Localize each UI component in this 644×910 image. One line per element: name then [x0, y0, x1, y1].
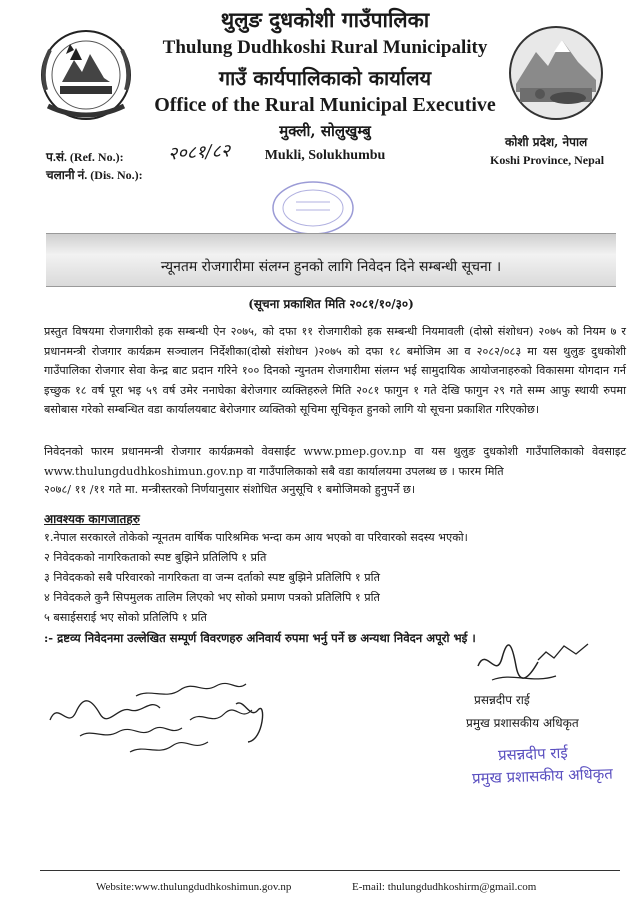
officer-stamp-title: प्रमुख प्रशासकीय अधिकृत [471, 764, 614, 788]
handwritten-signatures-left [40, 680, 270, 760]
document-item: १.नेपाल सरकारले तोकेको न्यूनतम वार्षिक पारिश्रमिक भन्दा कम आय भएको वा परिवारको सदस्य भएको। [44, 531, 468, 544]
document-item: ५ बसाईसराई भए सोको प्रतिलिपि १ प्रति [44, 611, 207, 624]
dispatch-number-label: चलानी नं. (Dis. No.): [46, 168, 143, 182]
ref-number-label: प.सं. (Ref. No.): [46, 150, 124, 164]
required-documents-heading: आवश्यक कागजातहरु [44, 512, 140, 526]
officer-name: प्रसन्नदीप राई [474, 693, 530, 707]
officer-stamp-name: प्रसन्नदीप राई [497, 743, 569, 765]
document-item: २ निवेदकको नागरिकताको स्पष्ट बुझिने प्रतिलिपि १ प्रति [44, 551, 267, 564]
document-item: ४ निवेदकले कुनै सिपमुलक तालिम लिएको भए सोको प्रमाण पत्रको प्रतिलिपि १ प्रति [44, 591, 380, 604]
municipality-logo [506, 22, 606, 124]
footer-website: Website:www.thulungdudhkoshimun.gov.np [96, 881, 292, 893]
municipality-name-english: Thulung Dudhkoshi Rural Municipality [162, 37, 488, 58]
publication-date: (सूचना प्रकाशित मिति २०८१/१०/३०) [248, 297, 414, 311]
province-english: Koshi Province, Nepal [490, 153, 605, 167]
important-note: :- द्रष्टव्य निवेदनमा उल्लेखित सम्पूर्ण विवरणहरु अनिवार्य रुपमा भर्नु पर्ने छ अन्यथा निवेदन अपूरो भई । [44, 631, 476, 645]
document-item: ३ निवेदकको सबै परिवारको नागरिकता वा जन्म दर्ताको स्पष्ट बुझिने प्रतिलिपि १ प्रति [44, 571, 380, 584]
office-stamp-seal [268, 178, 358, 238]
footer-divider [40, 870, 620, 871]
place-english: Mukli, Solukhumbu [264, 148, 386, 163]
officer-title: प्रमुख प्रशासकीय अधिकृत [466, 716, 579, 730]
footer-email: E-mail: thulungdudhkoshirm@gmail.com [352, 881, 537, 893]
nepal-emblem-logo [26, 20, 146, 130]
place-nepali: मुक्ली, सोलुखुम्बु [279, 122, 371, 140]
notice-title: न्यूनतम रोजगारीमा संलग्न हुनको लागि निवेदन दिने सम्बन्धी सूचना । [160, 259, 502, 275]
province-nepali: कोशी प्रदेश, नेपाल [505, 135, 588, 149]
officer-signature [472, 636, 602, 692]
office-name-nepali: गाउँ कार्यपालिकाको कार्यालय [218, 66, 432, 90]
municipality-name-nepali: थुलुङ दुधकोशी गाउँपालिका [220, 7, 430, 32]
ref-number-value: २०८१/८२ [167, 140, 231, 165]
office-name-english: Office of the Rural Municipal Executive [154, 94, 496, 116]
notice-paragraph-1: प्रस्तुत विषयमा रोजगारीको हक सम्बन्धी ऐन २०७५, को दफा ११ रोजगारीको हक सम्बन्धी नियमावली (दोस्रो संशोधन) २०७५ को नियम ७ र प्रधानमन्त्री रोजगार कार्यक्रम सञ्चालन निर्देशीका(दोस्रो संशोधन )२०७५ को दफा १८ बमोजिम आ व २०८२/०८३ मा यस थुलुङ दुधकोशी गाउँपालिका रोजगार सेवा केन्द्र बाट प्रदान गरिने १०० दिनको न्युनतम रोजगारीमा संलग्न भई सामुदायिक आयोजनाहरुको विकासमा योगदान गर्न इच्छुक १८ वर्ष पूरा भइ ५९ वर्ष उमेर ननाघेका बेरोजगार व्यक्तिहरुले मिति २०८१ फागुन १ गते देखि फागुन २९ गते सम्म आफु स्थायी रुपमा बसोबास गरेको सम्बन्धित वडा कार्यालयबाट बेरोजगार व्यक्तिको सूचिमा सूचिकृत हुनको लागि यो सूचना प्रकाशित गरिएकोछ। [44, 325, 626, 416]
notice-paragraph-2: निवेदनको फारम प्रधानमन्त्री रोजगार कार्यक्रमको वेवसाईट www.pmep.gov.np वा यस थुलुङ दुधकोशी गाउँपालिकाको वेवसाइट www.thulungdudhkoshimun.gov.np वा गाउँपालिकाको सबै वडा कार्यालयमा उपलब्ध छ । फारम मिति [44, 445, 626, 478]
notice-paragraph-3: २०७८/ ११ /११ गते मा. मन्त्रीस्तरको निर्णयानुसार संशोधित अनुसूचि १ बमोजिमको हुनुपर्ने छ। [44, 483, 416, 496]
